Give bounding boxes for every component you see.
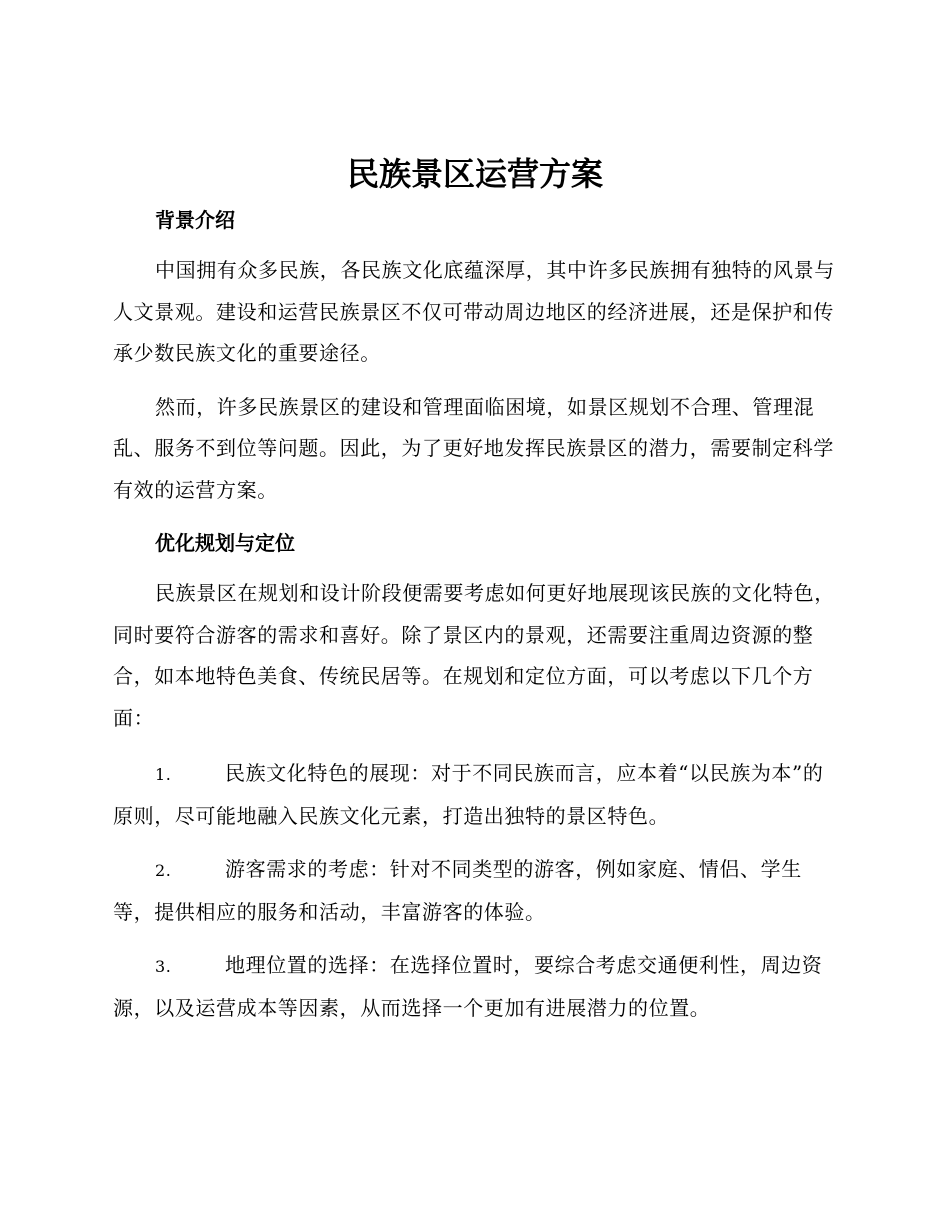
paragraph-planning-1: 民族景区在规划和设计阶段便需要考虑如何更好地展现该民族的文化特色，同时要符合游客的需求和喜好。除了景区内的景观，还需要注重周边资源的整合，如本地特色美食、传统民居等。在规划和定位方面，可以考虑以下几个方面： xyxy=(113,581,835,730)
list-item-text: 地理位置的选择：在选择位置时，要综合考虑交通便利性，周边资源，以及运营成本等因素，从而选择一个更加有进展潜力的位置。 xyxy=(113,953,823,1020)
document-title: 民族景区运营方案 xyxy=(346,155,603,193)
section-heading-planning: 优化规划与定位 xyxy=(155,531,295,555)
list-number: 3. xyxy=(155,957,172,976)
list-number: 2. xyxy=(155,861,172,880)
list-item-2 xyxy=(113,849,835,933)
list-number: 1. xyxy=(155,765,172,784)
paragraph-background-2: 然而，许多民族景区的建设和管理面临困境，如景区规划不合理、管理混乱、服务不到位等问题。因此，为了更好地发挥民族景区的潜力，需要制定科学有效的运营方案。 xyxy=(113,394,834,502)
list-item-1 xyxy=(113,753,835,837)
paragraph-background-1: 中国拥有众多民族，各民族文化底蕴深厚，其中许多民族拥有独特的风景与人文景观。建设和运营民族景区不仅可带动周边地区的经济进展，还是保护和传承少数民族文化的重要途径。 xyxy=(113,258,835,365)
document-body xyxy=(113,200,835,1029)
list-item-3 xyxy=(113,945,835,1029)
list-item-text: 游客需求的考虑：针对不同类型的游客，例如家庭、情侣、学生等，提供相应的服务和活动，丰富游客的体验。 xyxy=(113,857,802,924)
list-item-text: 民族文化特色的展现：对于不同民族而言，应本着“以民族为本”的原则，尽可能地融入民族文化元素，打造出独特的景区特色。 xyxy=(113,761,824,828)
section-heading-background: 背景介绍 xyxy=(155,208,235,232)
